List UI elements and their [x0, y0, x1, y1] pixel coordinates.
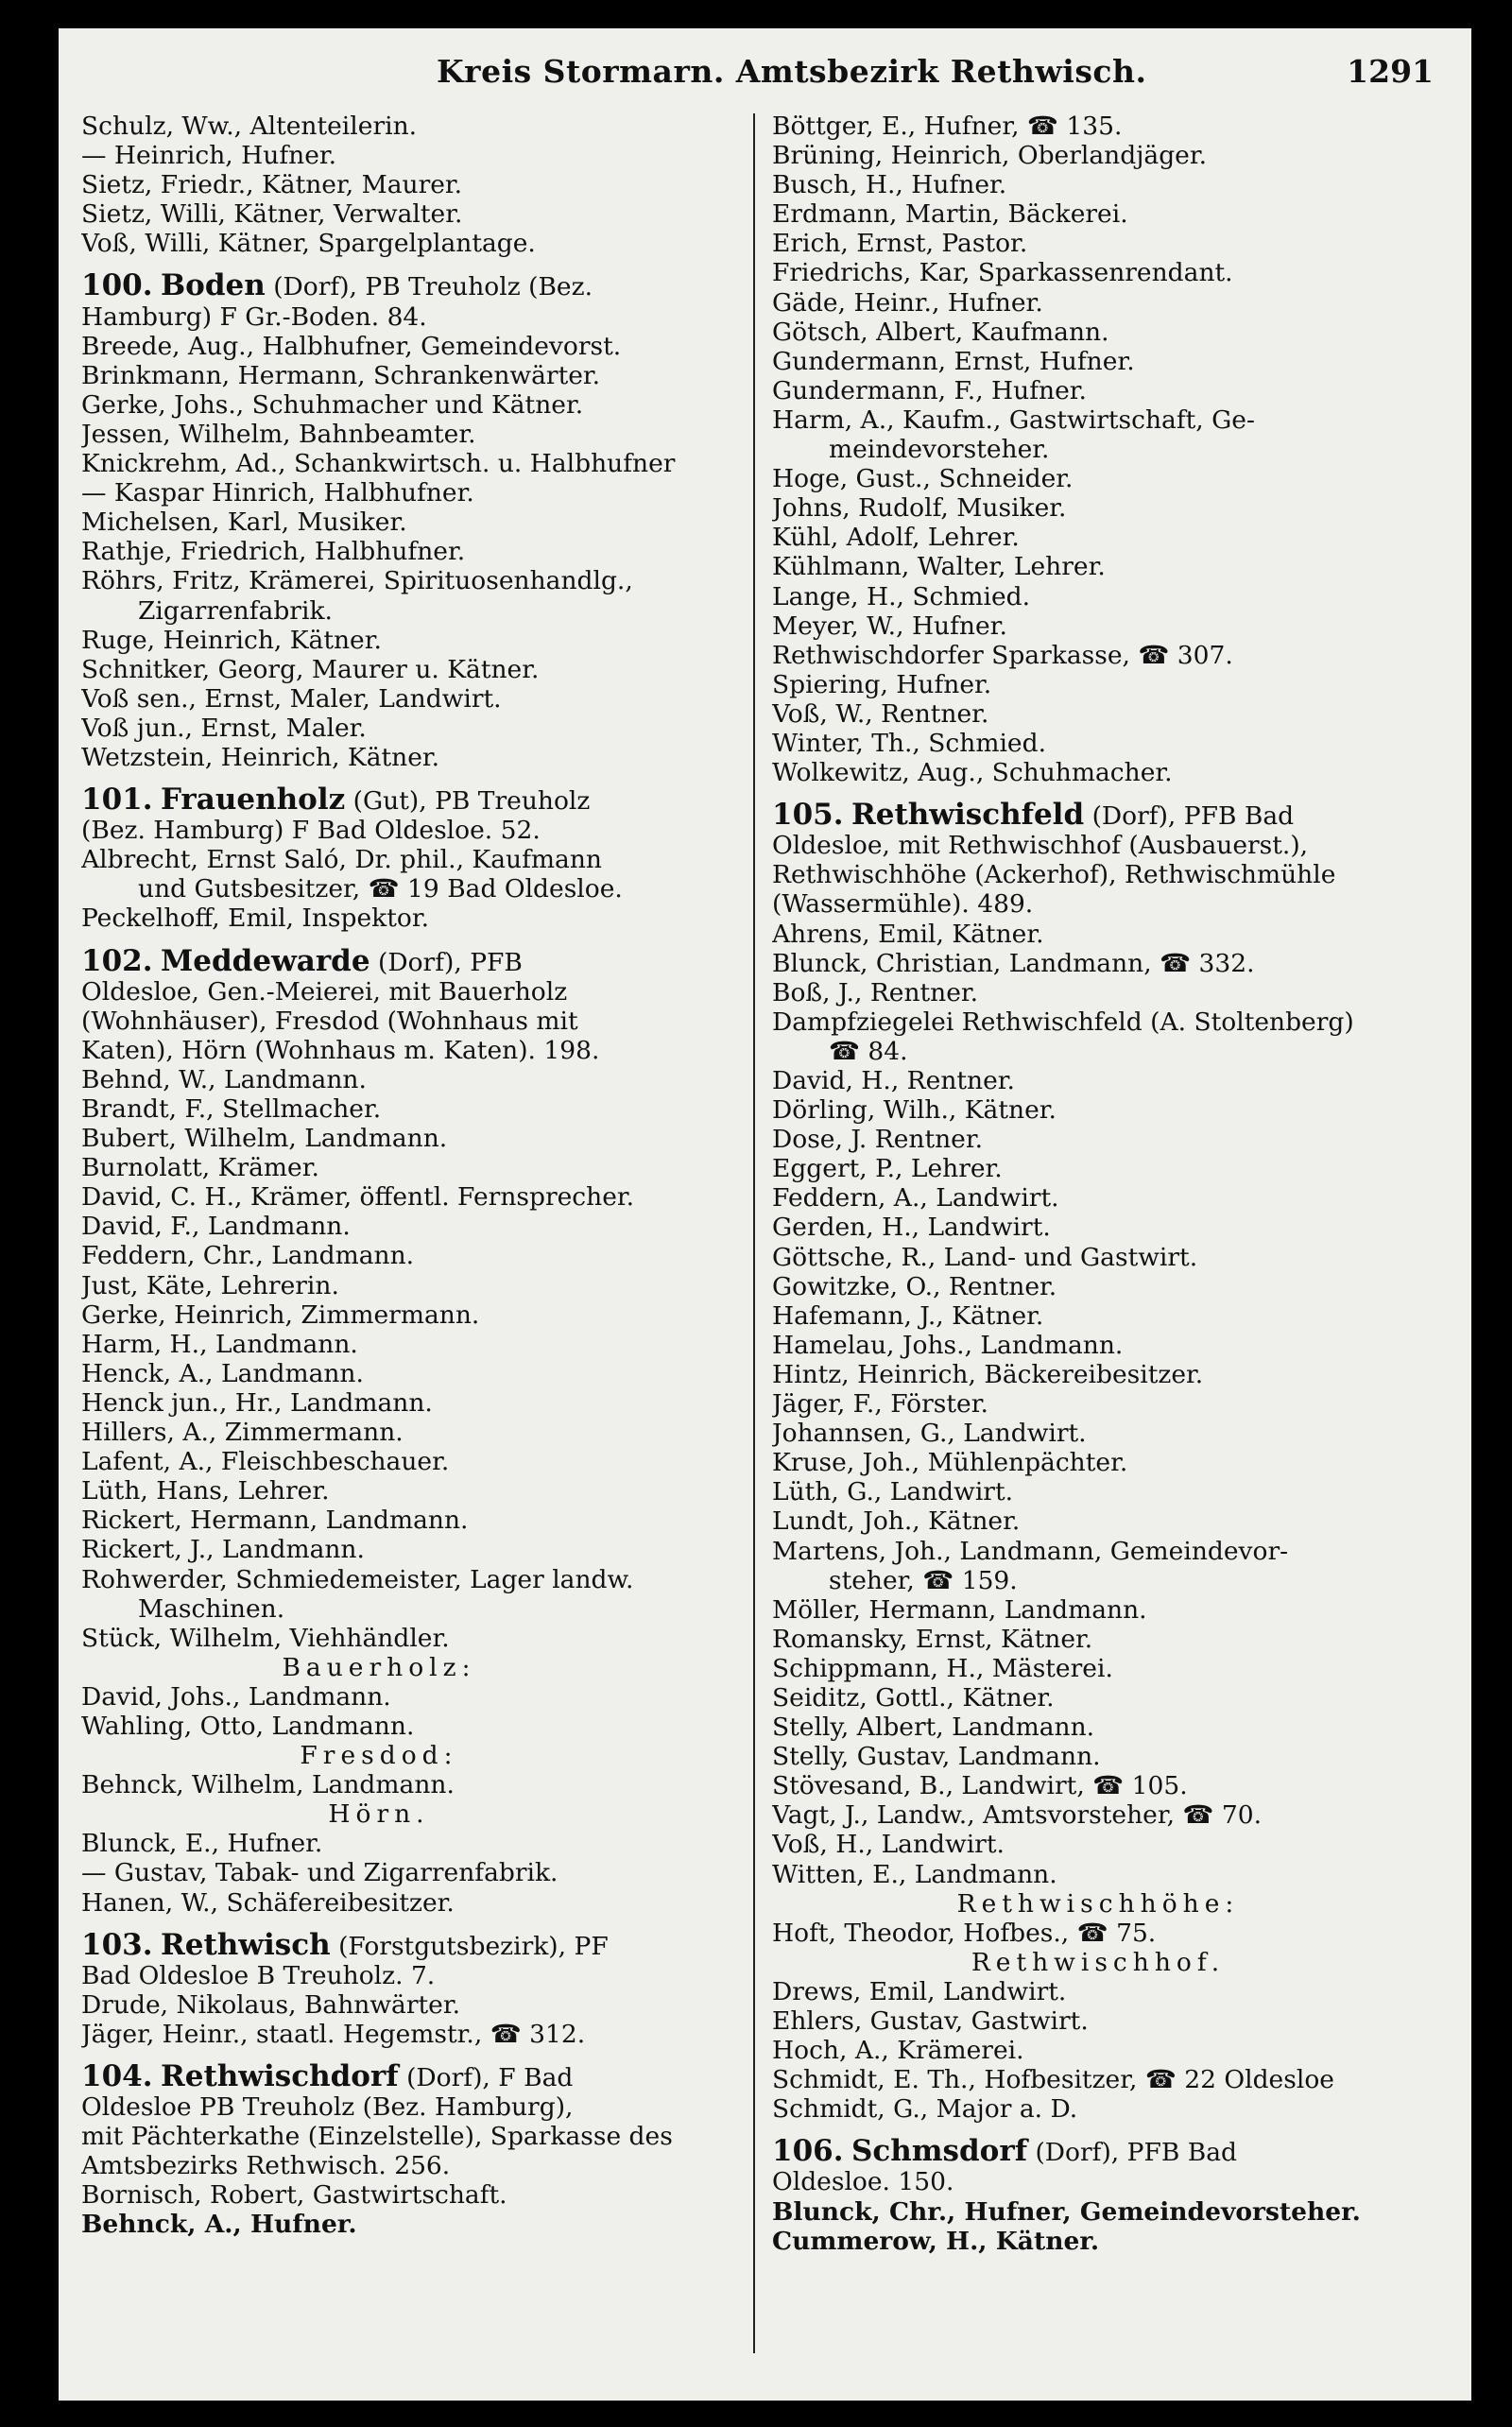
directory-entry: Hillers, A., Zimmermann.: [81, 1418, 404, 1448]
directory-entry: — Kaspar Hinrich, Halbhufner.: [81, 478, 474, 508]
column-divider: [753, 113, 755, 2353]
directory-entry: — Heinrich, Hufner.: [81, 141, 337, 171]
directory-entry: Bubert, Wilhelm, Landmann.: [81, 1124, 448, 1154]
subsection-heading: Hörn.: [328, 1799, 430, 1830]
directory-entry: (Bez. Hamburg) F Bad Oldesloe. 52.: [81, 816, 541, 846]
entry-continuation: Zigarrenfabrik.: [138, 595, 333, 626]
directory-entry: Behnck, A., Hufner.: [81, 2210, 357, 2240]
directory-entry: Sietz, Friedr., Kätner, Maurer.: [81, 170, 463, 200]
directory-entry: Harm, A., Kaufm., Gastwirtschaft, Ge-: [772, 404, 1255, 435]
directory-entry: Ehlers, Gustav, Gastwirt.: [772, 2006, 1089, 2036]
page-header: [59, 47, 1471, 104]
entry-continuation: meindevorsteher.: [829, 435, 1050, 465]
directory-entry: Blunck, E., Hufner.: [81, 1829, 323, 1859]
directory-entry: Bornisch, Robert, Gastwirtschaft.: [81, 2180, 507, 2211]
directory-entry: Gowitzke, O., Rentner.: [772, 1271, 1057, 1301]
directory-entry: Kruse, Joh., Mühlenpächter.: [772, 1448, 1128, 1478]
locality-name: Boden: [160, 271, 266, 302]
directory-entry: Seiditz, Gottl., Kätner.: [772, 1682, 1055, 1713]
directory-entry: Gerke, Johs., Schuhmacher und Kätner.: [81, 389, 584, 420]
locality-number: 103.: [81, 1930, 153, 1961]
directory-entry: Oldesloe. 150.: [772, 2167, 954, 2197]
directory-entry: Möller, Hermann, Landmann.: [772, 1594, 1147, 1625]
directory-entry: Stelly, Albert, Landmann.: [772, 1713, 1095, 1743]
directory-entry: Erich, Ernst, Pastor.: [772, 229, 1028, 259]
page-title: Kreis Stormarn. Amtsbezirk Rethwisch.: [437, 53, 1147, 90]
entry-continuation: ☎ 84.: [829, 1036, 908, 1066]
directory-entry: Vagt, J., Landw., Amtsvorsteher, ☎ 70.: [772, 1800, 1263, 1831]
directory-entry: Michelsen, Karl, Musiker.: [81, 508, 407, 538]
locality-details: (Dorf), F Bad: [398, 2063, 574, 2092]
locality-details: (Gut), PB Treuholz: [345, 786, 591, 817]
locality-details: (Dorf), PFB Bad: [1084, 801, 1295, 832]
directory-entry: Rathje, Friedrich, Halbhufner.: [81, 537, 466, 567]
directory-entry: Henck, A., Landmann.: [81, 1358, 364, 1388]
locality-heading: [81, 2062, 733, 2092]
directory-entry: Dampfziegelei Rethwischfeld (A. Stoltenberg): [772, 1007, 1354, 1037]
directory-entry: Kühlmann, Walter, Lehrer.: [772, 552, 1106, 582]
directory-entry: Blunck, Christian, Landmann, ☎ 332.: [772, 948, 1255, 978]
left-column: [81, 112, 733, 2240]
directory-entry: Feddern, Chr., Landmann.: [81, 1241, 415, 1271]
directory-entry: (Wohnhäuser), Fresdod (Wohnhaus mit: [81, 1006, 578, 1036]
locality-details: (Dorf), PFB: [369, 947, 523, 977]
directory-entry: Stövesand, B., Landwirt, ☎ 105.: [772, 1771, 1188, 1801]
directory-entry: Henck jun., Hr., Landmann.: [81, 1387, 433, 1418]
directory-entry: David, C. H., Krämer, öffentl. Fernsprecher.: [81, 1182, 635, 1213]
directory-entry: Sietz, Willi, Kätner, Verwalter.: [81, 199, 463, 230]
directory-entry: Jäger, Heinr., staatl. Hegemstr., ☎ 312.: [81, 2019, 586, 2049]
locality-name: Meddewarde: [160, 946, 370, 977]
directory-entry: Schmidt, E. Th., Hofbesitzer, ☎ 22 Oldesloe: [772, 2065, 1334, 2095]
locality-heading: [81, 271, 733, 301]
directory-entry: Winter, Th., Schmied.: [772, 728, 1046, 758]
right-column: [772, 112, 1481, 2256]
page-number: 1291: [1347, 53, 1434, 90]
directory-entry: Voß sen., Ernst, Maler, Landwirt.: [81, 683, 502, 714]
directory-entry: Ahrens, Emil, Kätner.: [772, 919, 1044, 949]
directory-entry: Hanen, W., Schäfereibesitzer.: [81, 1887, 455, 1918]
directory-entry: — Gustav, Tabak- und Zigarrenfabrik.: [81, 1858, 558, 1888]
locality-heading: [81, 785, 733, 816]
locality-details: (Dorf), PB Treuholz (Bez.: [265, 272, 593, 302]
directory-entry: Busch, H., Hufner.: [772, 170, 1007, 200]
locality-name: Frauenholz: [160, 785, 346, 817]
directory-entry: Hintz, Heinrich, Bäckereibesitzer.: [772, 1359, 1204, 1389]
locality-name: Rethwisch: [160, 1930, 331, 1961]
directory-entry: Amtsbezirks Rethwisch. 256.: [81, 2151, 451, 2181]
directory-entry: David, F., Landmann.: [81, 1212, 351, 1242]
directory-entry: Gundermann, F., Hufner.: [772, 375, 1087, 405]
locality-name: Rethwischfeld: [850, 800, 1085, 832]
directory-entry: Schulz, Ww., Altenteilerin.: [81, 112, 418, 141]
directory-entry: Lafent, A., Fleischbeschauer.: [81, 1447, 450, 1477]
entry-continuation: und Gutsbesitzer, ☎ 19 Bad Oldesloe.: [138, 874, 623, 904]
directory-entry: Knickrehm, Ad., Schankwirtsch. u. Halbhufner: [81, 449, 676, 479]
directory-entry: Wetzstein, Heinrich, Kätner.: [81, 742, 440, 772]
entry-continuation: steher, ☎ 159.: [829, 1565, 1018, 1595]
directory-entry: Kühl, Adolf, Lehrer.: [772, 523, 1020, 553]
directory-entry: Ruge, Heinrich, Kätner.: [81, 625, 382, 655]
directory-entry: Peckelhoff, Emil, Inspektor.: [81, 904, 430, 934]
directory-entry: Gerden, H., Landwirt.: [772, 1213, 1051, 1243]
directory-entry: (Wassermühle). 489.: [772, 889, 1034, 920]
directory-entry: Breede, Aug., Halbhufner, Gemeindevorst.: [81, 331, 622, 361]
directory-entry: Drude, Nikolaus, Bahnwärter.: [81, 1989, 461, 2020]
directory-entry: Röhrs, Fritz, Krämerei, Spirituosenhandlg.,: [81, 566, 633, 596]
directory-entry: Schnitker, Georg, Maurer u. Kätner.: [81, 654, 540, 684]
locality-number: 100.: [81, 271, 153, 302]
directory-entry: Just, Käte, Lehrerin.: [81, 1270, 339, 1300]
directory-entry: Oldesloe, Gen.-Meierei, mit Bauerholz: [81, 976, 568, 1007]
directory-entry: Rohwerder, Schmiedemeister, Lager landw.: [81, 1564, 634, 1594]
locality-details: (Forstgutsbezirk), PF: [330, 1931, 609, 1961]
directory-entry: Brandt, F., Stellmacher.: [81, 1094, 382, 1124]
directory-entry: Feddern, A., Landwirt.: [772, 1183, 1059, 1214]
directory-entry: Lüth, G., Landwirt.: [772, 1477, 1014, 1507]
directory-entry: Oldesloe PB Treuholz (Bez. Hamburg),: [81, 2092, 574, 2123]
directory-entry: Wahling, Otto, Landmann.: [81, 1711, 415, 1741]
directory-entry: Hoft, Theodor, Hofbes., ☎ 75.: [772, 1918, 1157, 1948]
directory-page: [59, 28, 1471, 2401]
directory-entry: Lange, H., Schmied.: [772, 581, 1031, 611]
locality-name: Rethwischdorf: [160, 2062, 399, 2093]
locality-heading: [772, 2137, 1481, 2167]
directory-entry: Blunck, Chr., Hufner, Gemeindevorsteher.: [772, 2196, 1361, 2227]
directory-entry: Rethwischdorfer Sparkasse, ☎ 307.: [772, 640, 1233, 670]
directory-entry: Johns, Rudolf, Musiker.: [772, 493, 1067, 524]
locality-details: (Dorf), PFB Bad: [1027, 2138, 1238, 2168]
directory-entry: Behnd, W., Landmann.: [81, 1064, 367, 1094]
directory-entry: David, H., Rentner.: [772, 1066, 1015, 1095]
directory-entry: Bad Oldesloe B Treuholz. 7.: [81, 1960, 436, 1990]
directory-entry: Burnolatt, Krämer.: [81, 1153, 319, 1183]
directory-entry: Drews, Emil, Landwirt.: [772, 1976, 1067, 2006]
directory-entry: Wolkewitz, Aug., Schuhmacher.: [772, 758, 1173, 788]
directory-entry: Harm, H., Landmann.: [81, 1329, 358, 1359]
directory-entry: Brüning, Heinrich, Oberlandjäger.: [772, 141, 1208, 171]
directory-entry: Eggert, P., Lehrer.: [772, 1154, 1003, 1184]
directory-entry: Schippmann, H., Mästerei.: [772, 1653, 1113, 1683]
directory-entry: Boß, J., Rentner.: [772, 977, 979, 1007]
directory-entry: Hoch, A., Krämerei.: [772, 2036, 1024, 2066]
directory-entry: Lundt, Joh., Kätner.: [772, 1506, 1021, 1537]
directory-entry: Voß jun., Ernst, Maler.: [81, 713, 367, 743]
directory-entry: Friedrichs, Kar, Sparkassenrendant.: [772, 258, 1233, 288]
locality-name: Schmsdorf: [850, 2137, 1028, 2168]
directory-entry: Cummerow, H., Kätner.: [772, 2226, 1100, 2256]
directory-entry: Hafemann, J., Kätner.: [772, 1300, 1044, 1331]
directory-entry: Johannsen, G., Landwirt.: [772, 1419, 1087, 1449]
directory-entry: Hamburg) F Gr.-Boden. 84.: [81, 301, 427, 332]
directory-entry: Götsch, Albert, Kaufmann.: [772, 317, 1109, 347]
directory-entry: Rethwischhöhe (Ackerhof), Rethwischmühle: [772, 860, 1336, 890]
directory-entry: Hamelau, Johs., Landmann.: [772, 1330, 1124, 1360]
directory-entry: Martens, Joh., Landmann, Gemeindevor-: [772, 1536, 1289, 1566]
locality-heading: [81, 1931, 733, 1961]
subsection-heading: Rethwischhof.: [971, 1947, 1226, 1977]
subsection-heading: Fresdod:: [300, 1741, 458, 1771]
directory-entry: Witten, E., Landmann.: [772, 1859, 1057, 1889]
locality-heading: [772, 800, 1481, 831]
directory-entry: Jäger, F., Förster.: [772, 1389, 988, 1420]
directory-entry: Meyer, W., Hufner.: [772, 611, 1007, 641]
directory-entry: Stück, Wilhelm, Viehhändler.: [81, 1623, 450, 1653]
locality-number: 104.: [81, 2062, 153, 2093]
directory-entry: Brinkmann, Hermann, Schrankenwärter.: [81, 360, 601, 390]
directory-entry: Dose, J. Rentner.: [772, 1125, 984, 1155]
locality-heading: [81, 947, 733, 977]
directory-entry: Voß, W., Rentner.: [772, 698, 989, 729]
directory-entry: Albrecht, Ernst Saló, Dr. phil., Kaufmann: [81, 845, 602, 875]
directory-entry: Gerke, Heinrich, Zimmermann.: [81, 1300, 480, 1330]
directory-entry: Behnck, Wilhelm, Landmann.: [81, 1770, 455, 1800]
directory-entry: Katen), Hörn (Wohnhaus m. Katen). 198.: [81, 1035, 600, 1065]
directory-entry: Voß, Willi, Kätner, Spargelplantage.: [81, 229, 536, 259]
directory-entry: Gundermann, Ernst, Hufner.: [772, 346, 1135, 376]
entry-continuation: Maschinen.: [138, 1593, 285, 1624]
directory-entry: Lüth, Hans, Lehrer.: [81, 1476, 330, 1506]
locality-number: 106.: [772, 2137, 844, 2168]
directory-entry: Spiering, Hufner.: [772, 669, 992, 699]
directory-entry: Hoge, Gust., Schneider.: [772, 464, 1074, 494]
directory-entry: Jessen, Wilhelm, Bahnbeamter.: [81, 419, 476, 449]
directory-entry: Schmidt, G., Major a. D.: [772, 2094, 1078, 2125]
directory-entry: Stelly, Gustav, Landmann.: [772, 1742, 1101, 1772]
directory-entry: Böttger, E., Hufner, ☎ 135.: [772, 112, 1123, 141]
directory-entry: mit Pächterkathe (Einzelstelle), Sparkasse des: [81, 2122, 673, 2152]
subsection-heading: Bauerholz:: [282, 1652, 476, 1682]
directory-entry: Rickert, J., Landmann.: [81, 1535, 365, 1565]
directory-entry: Romansky, Ernst, Kätner.: [772, 1624, 1093, 1654]
directory-entry: Erdmann, Martin, Bäckerei.: [772, 199, 1128, 230]
directory-entry: Oldesloe, mit Rethwischhof (Ausbauerst.),: [772, 831, 1309, 861]
directory-entry: Rickert, Hermann, Landmann.: [81, 1506, 469, 1536]
directory-entry: Gäde, Heinr., Hufner.: [772, 287, 1043, 318]
directory-entry: Dörling, Wilh., Kätner.: [772, 1095, 1057, 1126]
directory-entry: David, Johs., Landmann.: [81, 1681, 391, 1712]
subsection-heading: Rethwischhöhe:: [956, 1888, 1240, 1919]
directory-entry: Voß, H., Landwirt.: [772, 1830, 1005, 1860]
locality-number: 105.: [772, 800, 844, 832]
locality-number: 101.: [81, 785, 153, 817]
directory-entry: Göttsche, R., Land- und Gastwirt.: [772, 1242, 1198, 1272]
locality-number: 102.: [81, 946, 153, 977]
